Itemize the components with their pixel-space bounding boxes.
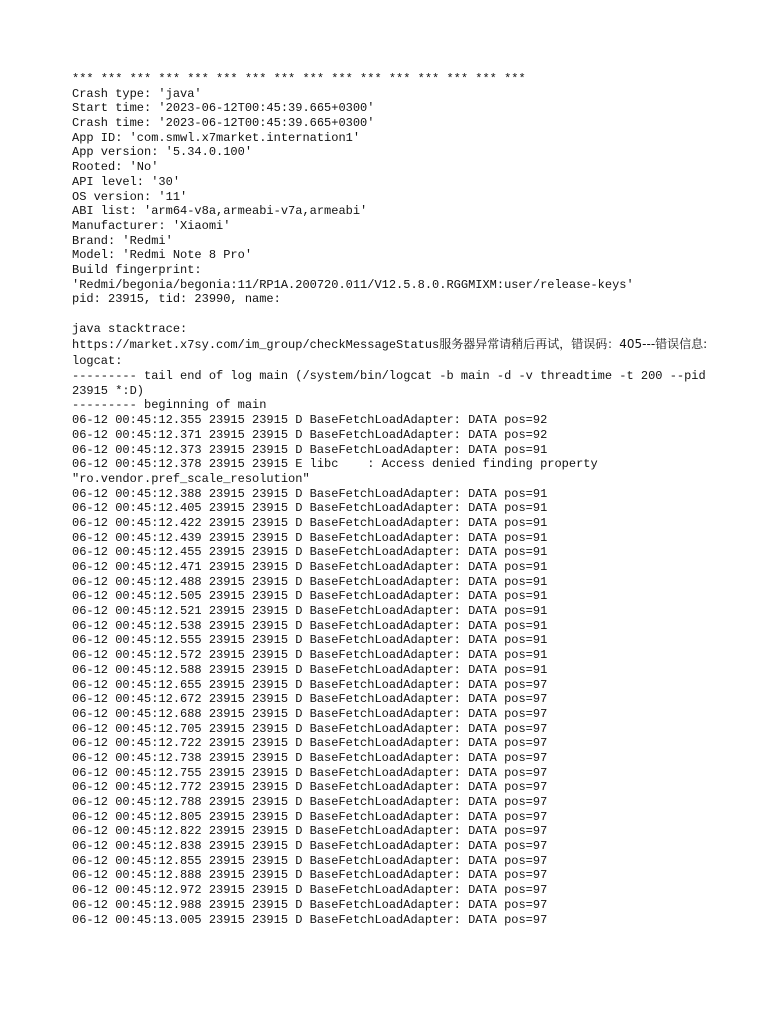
- pid-tid-field: pid: 23915, tid: 23990, name:: [72, 292, 281, 307]
- abi-list-field: ABI list: 'arm64-v8a,armeabi-v7a,armeabi': [72, 204, 368, 219]
- logcat-line: 06-12 00:45:12.378 23915 23915 E libc : Access denied finding property: [72, 457, 598, 472]
- logcat-line: 06-12 00:45:12.838 23915 23915 D BaseFetchLoadAdapter: DATA pos=97: [72, 839, 548, 854]
- logcat-lines: [72, 413, 712, 927]
- logcat-line: 06-12 00:45:12.405 23915 23915 D BaseFetchLoadAdapter: DATA pos=91: [72, 501, 548, 516]
- logcat-line: 06-12 00:45:12.572 23915 23915 D BaseFetchLoadAdapter: DATA pos=91: [72, 648, 548, 663]
- logcat-line: 06-12 00:45:12.371 23915 23915 D BaseFetchLoadAdapter: DATA pos=92: [72, 427, 548, 442]
- api-level-field: API level: '30': [72, 174, 181, 189]
- logcat-line: 06-12 00:45:12.422 23915 23915 D BaseFetchLoadAdapter: DATA pos=91: [72, 515, 548, 530]
- logcat-line: 06-12 00:45:12.521 23915 23915 D BaseFetchLoadAdapter: DATA pos=91: [72, 604, 548, 619]
- blank-line: [72, 307, 712, 322]
- model-field: Model: 'Redmi Note 8 Pro': [72, 248, 253, 263]
- os-version-field: OS version: '11': [72, 189, 188, 204]
- logcat-line: 06-12 00:45:12.373 23915 23915 D BaseFetchLoadAdapter: DATA pos=91: [72, 442, 548, 457]
- logcat-line: 06-12 00:45:12.722 23915 23915 D BaseFetchLoadAdapter: DATA pos=97: [72, 736, 548, 751]
- app-id-field: App ID: 'com.smwl.x7market.internation1': [72, 130, 361, 145]
- logcat-line: 06-12 00:45:12.988 23915 23915 D BaseFetchLoadAdapter: DATA pos=97: [72, 897, 548, 912]
- logcat-line: 06-12 00:45:12.439 23915 23915 D BaseFetchLoadAdapter: DATA pos=91: [72, 530, 548, 545]
- rooted-field: Rooted: 'No': [72, 160, 159, 175]
- logcat-line: 06-12 00:45:12.855 23915 23915 D BaseFetchLoadAdapter: DATA pos=97: [72, 853, 548, 868]
- logcat-line: 06-12 00:45:12.822 23915 23915 D BaseFetchLoadAdapter: DATA pos=97: [72, 824, 548, 839]
- stacktrace-message: [72, 336, 712, 354]
- logcat-line: 06-12 00:45:12.688 23915 23915 D BaseFetchLoadAdapter: DATA pos=97: [72, 706, 548, 721]
- crash-info-block: [72, 87, 712, 307]
- logcat-line: 06-12 00:45:12.538 23915 23915 D BaseFetchLoadAdapter: DATA pos=91: [72, 618, 548, 633]
- start-time-field: Start time: '2023-06-12T00:45:39.665+0300': [72, 101, 375, 116]
- app-version-field: App version: '5.34.0.100': [72, 145, 253, 160]
- logcat-line: 06-12 00:45:12.738 23915 23915 D BaseFetchLoadAdapter: DATA pos=97: [72, 750, 548, 765]
- logcat-line: 06-12 00:45:12.772 23915 23915 D BaseFetchLoadAdapter: DATA pos=97: [72, 780, 548, 795]
- logcat-line: 06-12 00:45:12.805 23915 23915 D BaseFetchLoadAdapter: DATA pos=97: [72, 809, 548, 824]
- stacktrace-label: java stacktrace:: [72, 321, 188, 336]
- logcat-line: "ro.vendor.pref_scale_resolution": [72, 471, 310, 486]
- logcat-line: 06-12 00:45:12.555 23915 23915 D BaseFetchLoadAdapter: DATA pos=91: [72, 633, 548, 648]
- brand-field: Brand: 'Redmi': [72, 233, 173, 248]
- logcat-line: 06-12 00:45:12.471 23915 23915 D BaseFetchLoadAdapter: DATA pos=91: [72, 560, 548, 575]
- logcat-label: logcat:: [72, 354, 123, 369]
- logcat-line: 06-12 00:45:12.672 23915 23915 D BaseFetchLoadAdapter: DATA pos=97: [72, 692, 548, 707]
- logcat-line: 06-12 00:45:12.455 23915 23915 D BaseFetchLoadAdapter: DATA pos=91: [72, 545, 548, 560]
- logcat-line: 06-12 00:45:12.788 23915 23915 D BaseFetchLoadAdapter: DATA pos=97: [72, 795, 548, 810]
- logcat-line: 06-12 00:45:12.972 23915 23915 D BaseFetchLoadAdapter: DATA pos=97: [72, 883, 548, 898]
- manufacturer-field: Manufacturer: 'Xiaomi': [72, 218, 231, 233]
- logcat-line: 06-12 00:45:12.888 23915 23915 D BaseFetchLoadAdapter: DATA pos=97: [72, 868, 548, 883]
- logcat-line: 06-12 00:45:12.705 23915 23915 D BaseFetchLoadAdapter: DATA pos=97: [72, 721, 548, 736]
- logcat-line: 06-12 00:45:12.588 23915 23915 D BaseFetchLoadAdapter: DATA pos=91: [72, 662, 548, 677]
- crash-log-document: [72, 72, 712, 927]
- stacktrace-error-text: 服务器异常请稍后再试，错误码：405---错误信息:: [439, 337, 708, 352]
- logcat-line: 06-12 00:45:12.355 23915 23915 D BaseFetchLoadAdapter: DATA pos=92: [72, 413, 548, 428]
- logcat-beginning-marker: --------- beginning of main: [72, 398, 267, 413]
- build-fingerprint-value: 'Redmi/begonia/begonia:11/RP1A.200720.011/V12.5.8.0.RGGMIXM:user/release-keys': [72, 277, 634, 292]
- logcat-line: 06-12 00:45:12.388 23915 23915 D BaseFetchLoadAdapter: DATA pos=91: [72, 486, 548, 501]
- header-separator: *** *** *** *** *** *** *** *** *** *** *** *** *** *** *** ***: [72, 72, 526, 86]
- logcat-tail-header: --------- tail end of log main (/system/bin/logcat -b main -d -v threadtime -t 200 --pid 23915 *:D): [72, 369, 713, 398]
- build-fingerprint-label: Build fingerprint:: [72, 262, 202, 277]
- logcat-line: 06-12 00:45:13.005 23915 23915 D BaseFetchLoadAdapter: DATA pos=97: [72, 912, 548, 927]
- crash-time-field: Crash time: '2023-06-12T00:45:39.665+0300': [72, 116, 375, 131]
- crash-type-field: Crash type: 'java': [72, 86, 202, 101]
- logcat-line: 06-12 00:45:12.655 23915 23915 D BaseFetchLoadAdapter: DATA pos=97: [72, 677, 548, 692]
- logcat-line: 06-12 00:45:12.488 23915 23915 D BaseFetchLoadAdapter: DATA pos=91: [72, 574, 548, 589]
- logcat-line: 06-12 00:45:12.505 23915 23915 D BaseFetchLoadAdapter: DATA pos=91: [72, 589, 548, 604]
- logcat-line: 06-12 00:45:12.755 23915 23915 D BaseFetchLoadAdapter: DATA pos=97: [72, 765, 548, 780]
- stacktrace-url: https://market.x7sy.com/im_group/checkMessageStatus: [72, 338, 440, 353]
